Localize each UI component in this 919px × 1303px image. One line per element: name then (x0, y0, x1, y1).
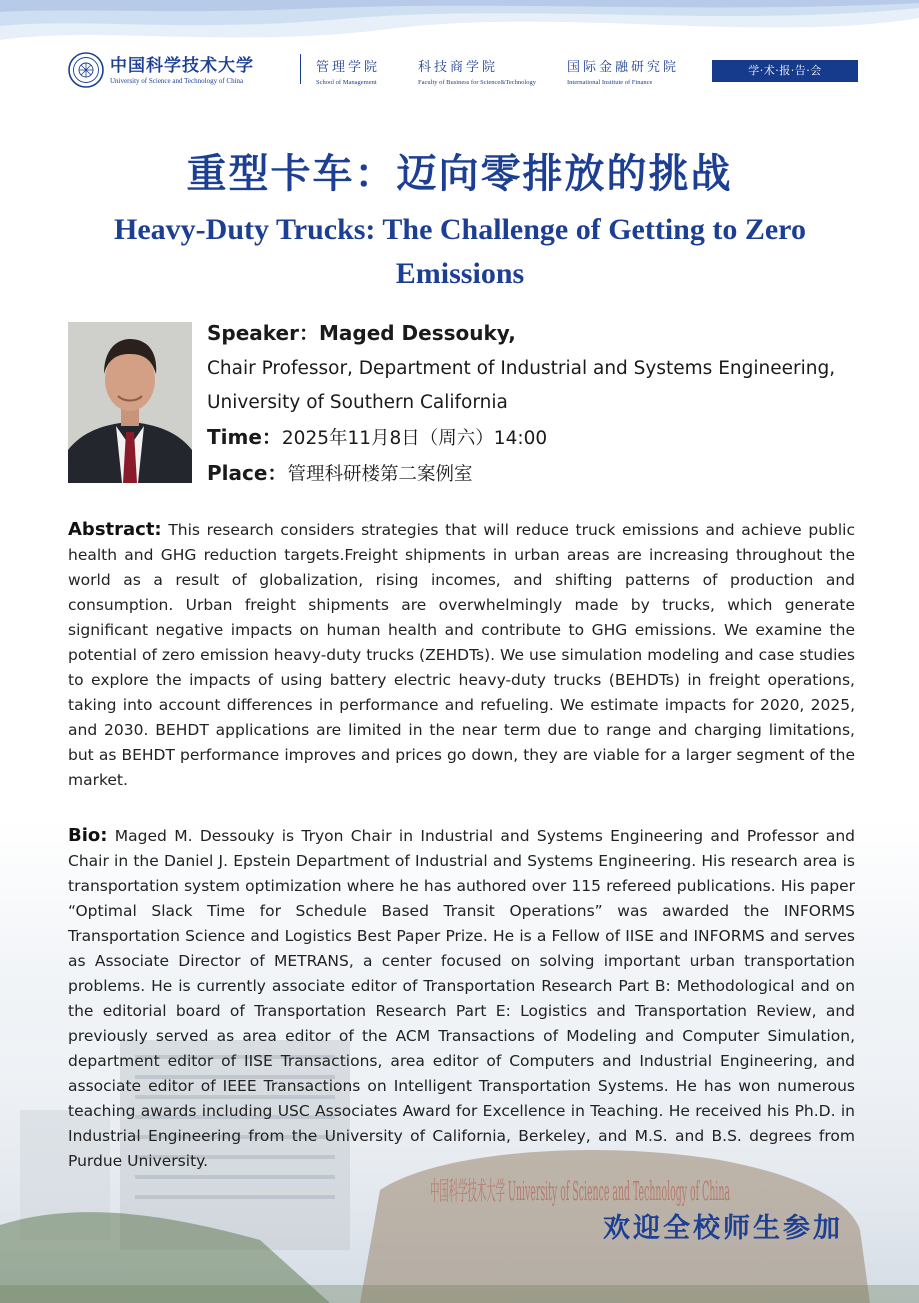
university-seal-icon (68, 52, 104, 88)
university-name: 中国科学技术大学 (110, 56, 254, 76)
school-name-en: School of Management (316, 79, 377, 86)
speaker-info (207, 316, 857, 492)
abstract-text: This research considers strategies that will reduce truck emissions and achieve public health and GHG reduction targets.Freight shipments in urban areas are increasing throughout the world as a result of globalization, rising incomes, and shifting patterns of production and consumption. Urban freight shipments are overwhelmingly made by trucks, which generate significant negative impacts on human health and contribute to GHG emissions. We examine the potential of zero emission heavy-duty trucks (ZEHDTs). We use simulation modeling and case studies to explore the impacts of using battery electric heavy-duty trucks (BEHDTs) in freight operations, taking into account differences in performance and refueling. We estimate impacts for 2020, 2025, and 2030. BEHDT applications are limited in the near term due to range and charging limitations, but as BEHDT performance improves and prices go down, they are viable for a larger segment of the market. (68, 521, 855, 789)
school-finance (567, 56, 679, 86)
school-business (418, 56, 536, 86)
title-chinese: 重型卡车：迈向零排放的挑战 (186, 150, 733, 197)
header (68, 48, 860, 90)
time-line (207, 420, 857, 456)
welcome-message: 欢迎全校师生参加 (603, 1213, 843, 1244)
speaker-line (207, 316, 857, 352)
school-name: 科技商学院 (418, 60, 499, 75)
place-label: Place： (207, 461, 288, 485)
header-divider (300, 54, 301, 84)
bio-text: Maged M. Dessouky is Tryon Chair in Industrial and Systems Engineering and Professor and Chair in the Daniel J. Epstein Department of Industrial and Systems Engineering. His research area is transportation system optimization where he has authored over 115 refereed publications. His paper “Optimal Slack Time for Schedule Based Transit Operations” was awarded the INFORMS Transportation Science and Logistics Best Paper Prize. He is a Fellow of IISE and INFORMS and serves as Associate Director of METRANS, a center focused on solving important urban transportation problems. He is currently associate editor of Transportation Research Part B: Methodological and on the editorial board of Transportation Research Part E: Logistics and Transportation Review, and previously served as area editor of the ACM Transactions of Modeling and Computer Simulation, department editor of IISE Transactions, area editor of Computers and Industrial Engineering, and associate editor of IEEE Transactions on Intelligent Transportation Systems. He has won numerous teaching awards including USC Associates Award for Excellence in Teaching. He received his Ph.D. in Industrial Engineering from the University of California, Berkeley, and M.S. and B.S. degrees from Purdue University. (68, 827, 855, 1170)
seminar-badge: 学·术·报·告·会 (712, 60, 858, 82)
speaker-affiliation: Chair Professor, Department of Industrial and Systems Engineering, University of Southern California (207, 358, 836, 413)
abstract-section (68, 517, 855, 793)
bio-label: Bio: (68, 825, 108, 846)
place-value: 管理科研楼第二案例室 (287, 464, 473, 485)
time-label: Time： (207, 425, 282, 449)
abstract-label: Abstract: (68, 519, 162, 540)
bio-section (68, 823, 855, 1174)
school-name-en: International Institute of Finance (567, 79, 653, 86)
time-value: 2025年11月8日（周六）14:00 (281, 428, 548, 449)
school-name: 国际金融研究院 (567, 60, 680, 75)
speaker-portrait-image (68, 322, 192, 483)
school-name: 管理学院 (316, 60, 381, 75)
school-name-en: Faculty of Business for Science&Technology (418, 79, 536, 86)
university-name-en: University of Science and Technology of China (110, 77, 244, 85)
rock-inscription: 中国科学技术大学 University of Science and Technology of China (430, 1177, 730, 1207)
place-line (207, 456, 857, 492)
speaker-label: Speaker： (207, 321, 319, 345)
title-english: Heavy-Duty Trucks: The Challenge of Getting to Zero Emissions (114, 213, 806, 290)
speaker-photo (68, 322, 192, 483)
speaker-name: Maged Dessouky, (318, 321, 516, 345)
school-management (316, 56, 380, 86)
